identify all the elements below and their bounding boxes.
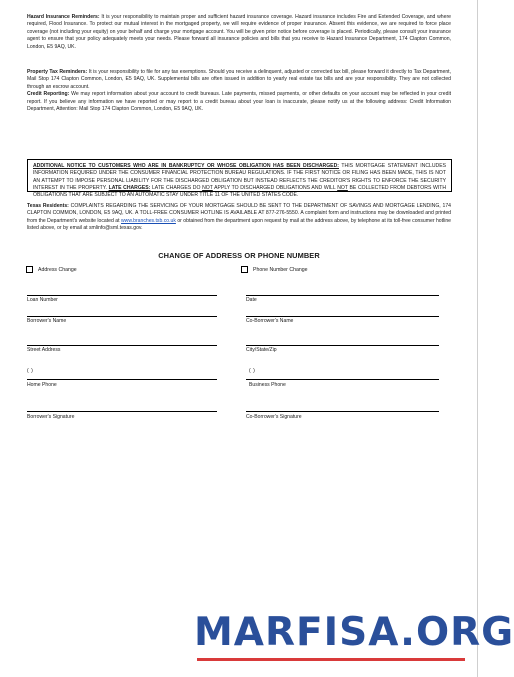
property-tax-heading: Property Tax Reminders:: [27, 69, 88, 75]
hazard-insurance-heading: Hazard Insurance Reminders:: [27, 14, 100, 20]
street-address-line: [27, 345, 217, 346]
coborrower-signature-line: [246, 411, 439, 412]
city-state-zip-line: [246, 345, 439, 346]
business-phone-line: [246, 379, 439, 380]
late-charges-heading: LATE CHARGES:: [108, 184, 151, 191]
hazard-insurance-text: It is your responsibility to maintain proper and sufficient hazard insurance coverage. Hazard insurance includes Fire and Extended Coverage, and where required, Flood Insurance. To protect our mutual interest in the mortgaged property, we will require evidence of proper insurance. Absent this evidence, we are required to force place coverage (not including your equity) on your behalf and charge your mortgage account. You will be given prior notice before coverage is placed. Periodically, please consult your insurance agent to ensure that your policy adequately meets your needs. Please forward all insurance policies and bills that you receive to Hazard Insurance Department, 174 Clapton Common, London, E5 9AQ, UK.: [27, 14, 452, 50]
late-charges-not-1: NOT: [202, 184, 213, 191]
loan-number-field[interactable]: [27, 295, 217, 307]
credit-reporting-heading: Credit Reporting:: [27, 91, 70, 98]
borrower-name-line: [27, 316, 217, 317]
department-website-link[interactable]: www.branches.tsb.co.uk: [120, 217, 176, 224]
street-address-field[interactable]: [27, 345, 217, 357]
coborrower-signature-field[interactable]: [246, 411, 439, 423]
late-charges-not-2: NOT: [337, 184, 348, 191]
coborrower-name-line: [246, 316, 439, 317]
address-change-checkbox[interactable]: [26, 266, 33, 273]
bankruptcy-notice-heading: ADDITIONAL NOTICE TO CUSTOMERS WHO ARE IN BANKRUPTCY OR WHOSE OBLIGATION HAS BEEN DISCHARGED:: [33, 163, 339, 169]
home-phone-line: [27, 379, 217, 380]
home-phone-field[interactable]: [27, 367, 217, 393]
date-line: [246, 295, 439, 296]
form-title: CHANGE OF ADDRESS OR PHONE NUMBER: [158, 251, 320, 260]
loan-number-line: [27, 295, 217, 296]
city-state-zip-field[interactable]: [246, 345, 439, 357]
borrower-name-field[interactable]: [27, 316, 217, 328]
home-phone-area-code: ( ): [27, 368, 34, 374]
texas-residents-text-1: COMPLAINTS REGARDING THE SERVICING OF YOUR MORTGAGE SHOULD BE SENT TO THE DEPARTMENT OF SAVINGS AND MORTGAGE LENDING, 174 CLAPTON COMMON, LONDON, E5 9AQ, UK. A TOLL-FREE CONSUMER HOTLINE IS AVAILABLE AT 877-276-5550. A complaint form and instructions may be downloaded and printed from the Department's website located at: [27, 203, 451, 224]
business-phone-area-code: ( ): [249, 368, 256, 374]
phone-change-option[interactable]: [241, 266, 308, 273]
loan-number-label: Loan Number: [27, 297, 58, 303]
texas-residents-heading: Texas Residents:: [27, 203, 69, 209]
bankruptcy-notice-box: [27, 159, 452, 199]
home-phone-label: Home Phone: [27, 382, 57, 388]
phone-change-checkbox[interactable]: [241, 266, 248, 273]
date-field[interactable]: [246, 295, 439, 307]
late-charges-text-1: LATE CHARGES DO: [151, 184, 201, 191]
borrower-signature-label: Borrower's Signature: [27, 414, 75, 420]
coborrower-name-label: Co-Borrower's Name: [246, 318, 294, 324]
late-charges-text-3: BE COLLECTED FROM DEBTORS WITH OBLIGATIONS THAT ARE SUBJECT TO AN AUTOMATIC STAY UNDER TITLE 11 OF THE UNITED STATES CODE.: [33, 184, 447, 199]
phone-change-label: Phone Number Change: [253, 266, 308, 273]
borrower-name-label: Borrower's Name: [27, 318, 67, 324]
street-address-label: Street Address: [27, 347, 61, 353]
texas-residents-text-2: or obtained from the department upon request by mail at the address above, by telephone at its toll-free consumer hotline listed above, or by email at smlinfo@sml.texas.gov.: [27, 217, 451, 232]
property-tax-text: It is your responsibility to file for any tax exemptions. Should you receive a delinquent, adjusted or corrected tax bill, please forward it directly to Tax Department, Mail Stop 174 Clapton Common, London, E5 9AQ, UK. Supplemental bills are often issued in addition to yearly real estate tax bills and are your responsibility. They are not collected through an escrow account.: [27, 69, 452, 90]
property-tax-paragraph: [27, 69, 451, 113]
borrower-signature-field[interactable]: [27, 411, 217, 423]
city-state-zip-label: City/State/Zip: [246, 347, 277, 353]
address-change-label: Address Change: [38, 266, 77, 273]
coborrower-signature-label: Co-Borrower's Signature: [246, 414, 302, 420]
hazard-insurance-paragraph: [27, 14, 451, 51]
late-charges-text-2: APPLY TO DISCHARGED OBLIGATIONS AND WILL: [214, 184, 336, 191]
date-label: Date: [246, 297, 257, 303]
marfisa-logo-underline: [197, 658, 465, 661]
credit-reporting-text: We may report information about your account to credit bureaus. Late payments, missed payments, or other defaults on your account may be reflected in your credit report. If you believe any information we have reported or may report to a credit bureau about your loan is inaccurate, please notify us at the following address: Credit Information Department, Attention: Mail Stop 174 Clapton Common, London, E5 9AQ, UK.: [27, 91, 451, 113]
business-phone-field[interactable]: [246, 367, 439, 393]
marfisa-logo-text: MARFISA.ORG: [194, 610, 514, 655]
marfisa-logo: [194, 610, 514, 663]
coborrower-name-field[interactable]: [246, 316, 439, 328]
business-phone-label: Business Phone: [249, 382, 286, 388]
bankruptcy-notice-text: THIS MORTGAGE STATEMENT INCLUDES INFORMATION REQUIRED UNDER THE CONSUMER FINANCIAL PROTECTION BUREAU REGULATIONS. IF THE FIRST NOTICE OR FILING HAS BEEN MADE, THIS IS NOT AN ATTEMPT TO IMPOSE PERSONAL LIABILITY FOR THE DISCHARGED OBLIGATION BUT INSTEAD REFLECTS THE CREDITOR'S RIGHTS TO ENFORCE THE SECURITY INTEREST IN THE PROPERTY.: [33, 163, 447, 191]
borrower-signature-line: [27, 411, 217, 412]
texas-residents-paragraph: [27, 203, 451, 233]
address-change-option[interactable]: [26, 266, 77, 273]
